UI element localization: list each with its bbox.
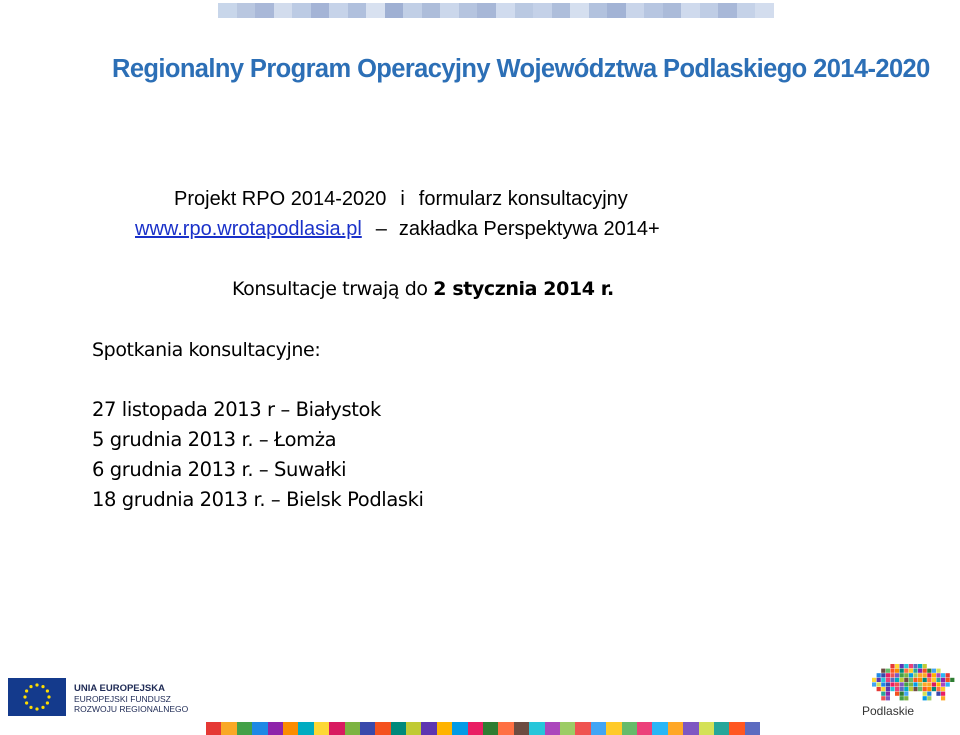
strip-segment xyxy=(637,722,652,735)
strip-segment xyxy=(699,722,714,735)
strip-segment xyxy=(483,722,498,735)
strip-segment xyxy=(477,3,496,18)
strip-segment xyxy=(745,722,760,735)
eu-line: ROZWOJU REGIONALNEGO xyxy=(74,704,189,714)
website-line-dash: – xyxy=(375,218,387,240)
strip-segment xyxy=(468,722,483,735)
eu-line: UNIA EUROPEJSKA xyxy=(74,683,165,694)
list-item: 27 listopada 2013 r – Białystok xyxy=(92,398,381,421)
strip-segment xyxy=(314,722,329,735)
strip-segment xyxy=(529,722,544,735)
eu-flag-icon xyxy=(8,678,66,716)
strip-segment xyxy=(496,3,515,18)
strip-segment xyxy=(440,3,459,18)
strip-segment xyxy=(570,3,589,18)
consultation-deadline xyxy=(232,276,614,302)
strip-segment xyxy=(252,722,267,735)
strip-segment xyxy=(714,722,729,735)
strip-segment xyxy=(622,722,637,735)
strip-segment xyxy=(283,722,298,735)
strip-segment xyxy=(681,3,700,18)
strip-segment xyxy=(718,3,737,18)
strip-segment xyxy=(206,722,221,735)
strip-segment xyxy=(606,722,621,735)
strip-segment xyxy=(683,722,698,735)
strip-segment xyxy=(345,722,360,735)
strip-segment xyxy=(437,722,452,735)
strip-segment xyxy=(607,3,626,18)
strip-segment xyxy=(514,722,529,735)
strip-segment xyxy=(575,722,590,735)
strip-segment xyxy=(515,3,534,18)
project-line-suffix: formularz konsultacyjny xyxy=(418,188,628,210)
strip-segment xyxy=(255,3,274,18)
strip-segment xyxy=(652,722,667,735)
strip-segment xyxy=(452,722,467,735)
strip-segment xyxy=(737,3,756,18)
project-line xyxy=(174,186,628,212)
strip-segment xyxy=(391,722,406,735)
program-title: Regionalny Program Operacyjny Województwa Podlaskiego 2014-2020 xyxy=(112,55,930,83)
strip-segment xyxy=(375,722,390,735)
strip-segment xyxy=(591,722,606,735)
consultation-date: 2 stycznia 2014 r. xyxy=(433,278,614,300)
strip-segment xyxy=(329,3,348,18)
strip-segment xyxy=(533,3,552,18)
strip-segment xyxy=(237,722,252,735)
strip-segment xyxy=(644,3,663,18)
strip-segment xyxy=(560,722,575,735)
strip-segment xyxy=(552,3,571,18)
strip-segment xyxy=(589,3,608,18)
strip-segment xyxy=(668,722,683,735)
strip-segment xyxy=(360,722,375,735)
website-line xyxy=(135,216,660,242)
strip-segment xyxy=(329,722,344,735)
strip-segment xyxy=(292,3,311,18)
strip-segment xyxy=(298,722,313,735)
eu-fund-text xyxy=(74,684,188,714)
strip-segment xyxy=(385,3,404,18)
eu-line: EUROPEJSKI FUNDUSZ xyxy=(74,694,171,704)
podlaskie-label: Podlaskie xyxy=(862,704,915,718)
bottom-color-strip xyxy=(206,722,760,735)
strip-segment xyxy=(700,3,719,18)
project-line-conj: i xyxy=(400,188,405,210)
list-item: 6 grudnia 2013 r. – Suwałki xyxy=(92,458,347,481)
strip-segment xyxy=(626,3,645,18)
strip-segment xyxy=(406,722,421,735)
strip-segment xyxy=(311,3,330,18)
strip-segment xyxy=(366,3,385,18)
strip-segment xyxy=(422,3,441,18)
meetings-heading: Spotkania konsultacyjne: xyxy=(92,339,321,361)
strip-segment xyxy=(403,3,422,18)
strip-segment xyxy=(421,722,436,735)
strip-segment xyxy=(459,3,478,18)
website-line-suffix: zakładka Perspektywa 2014+ xyxy=(398,218,660,240)
strip-segment xyxy=(729,722,744,735)
strip-segment xyxy=(663,3,682,18)
strip-segment xyxy=(274,3,293,18)
meetings-list xyxy=(92,395,424,515)
strip-segment xyxy=(237,3,256,18)
project-line-prefix: Projekt RPO 2014-2020 xyxy=(174,188,387,210)
consultation-text: Konsultacje trwają do xyxy=(232,278,434,300)
list-item: 5 grudnia 2013 r. – Łomża xyxy=(92,428,337,451)
list-item: 18 grudnia 2013 r. – Bielsk Podlaski xyxy=(92,488,424,511)
top-color-strip xyxy=(218,3,774,18)
strip-segment xyxy=(755,3,774,18)
strip-segment xyxy=(348,3,367,18)
strip-segment xyxy=(498,722,513,735)
strip-segment xyxy=(268,722,283,735)
strip-segment xyxy=(221,722,236,735)
strip-segment xyxy=(545,722,560,735)
rpo-website-link[interactable]: www.rpo.wrotapodlasia.pl xyxy=(135,218,362,240)
strip-segment xyxy=(218,3,237,18)
